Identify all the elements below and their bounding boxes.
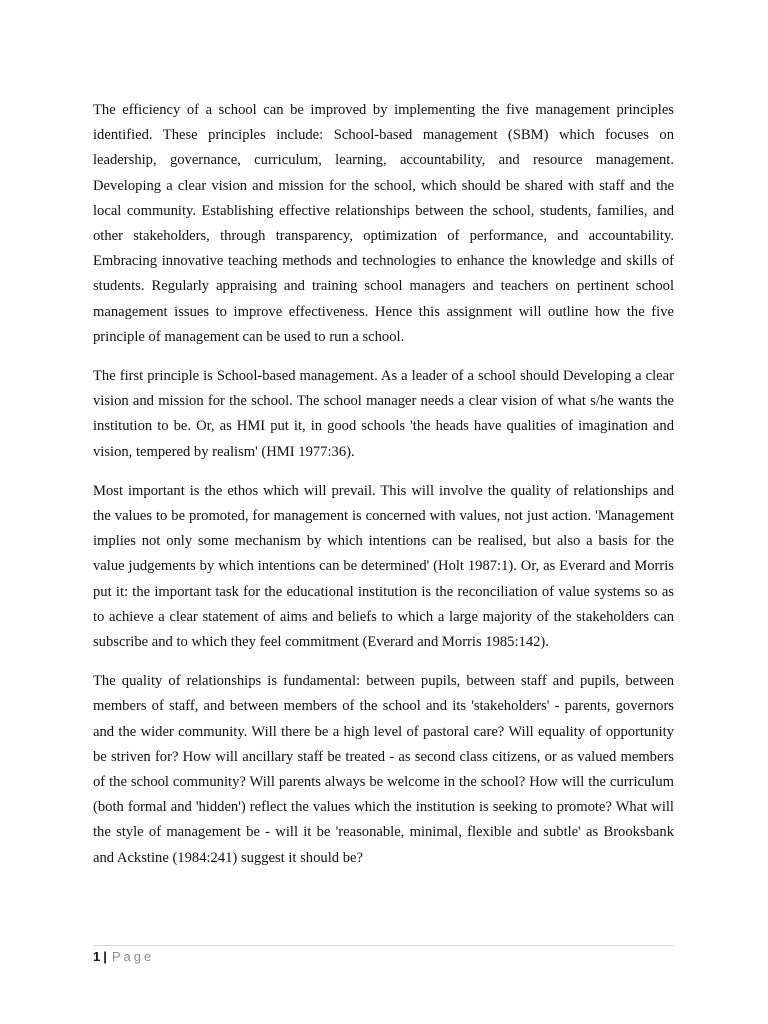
document-body <box>93 98 674 885</box>
paragraph-first-principle: The first principle is School-based management. As a leader of a school should Developing a clear vision and mission for the school. The school manager needs a clear vision of what s/he wants the institution to be. Or, as HMI put it, in good schools 'the heads have qualities of imagination and vision, tempered by realism' (HMI 1977:36). <box>93 368 674 460</box>
paragraph-intro: The efficiency of a school can be improved by implementing the five management principles identified. These principles include: School-based management (SBM) which focuses on leadership, governance, curriculum, learning, accountability, and resource management. Developing a clear vision and mission for the school, which should be shared with staff and the local community. Establishing effective relationships between the school, students, families, and other stakeholders, through transparency, optimization of performance, and accountability. Embracing innovative teaching methods and technologies to enhance the knowledge and skills of students. Regularly appraising and training school managers and teachers on pertinent school management issues to improve effectiveness. Hence this assignment will outline how the five principle of management can be used to run a school. <box>93 102 674 345</box>
paragraph-ethos: Most important is the ethos which will prevail. This will involve the quality of relationships and the values to be promoted, for management is concerned with values, not just action. 'Management implies not only some mechanism by which intentions can be realised, but also a basis for the value judgements by which intentions can be determined' (Holt 1987:1). Or, as Everard and Morris put it: the important task for the educational institution is the reconciliation of value systems so as to achieve a clear statement of aims and beliefs to which a large majority of the stakeholders can subscribe and to which they feel commitment (Everard and Morris 1985:142). <box>93 482 674 651</box>
page-label: Page <box>111 949 155 964</box>
page-footer <box>93 945 674 966</box>
page-separator: | <box>103 949 107 964</box>
paragraph-relationships: The quality of relationships is fundamental: between pupils, between staff and pupils, between members of staff, and between members of the school and its 'stakeholders' - parents, governors and the wider community. Will there be a high level of pastoral care? Will equality of opportunity be striven for? How will ancillary staff be treated - as second class citizens, or as valued members of the school community? Will parents always be welcome in the school? How will the curriculum (both formal and 'hidden') reflect the values which the institution is seeking to promote? What will the style of management be - will it be 'reasonable, minimal, flexible and subtle' as Brooksbank and Ackstine (1984:241) suggest it should be? <box>93 673 674 866</box>
page-number: 1 <box>93 949 101 964</box>
